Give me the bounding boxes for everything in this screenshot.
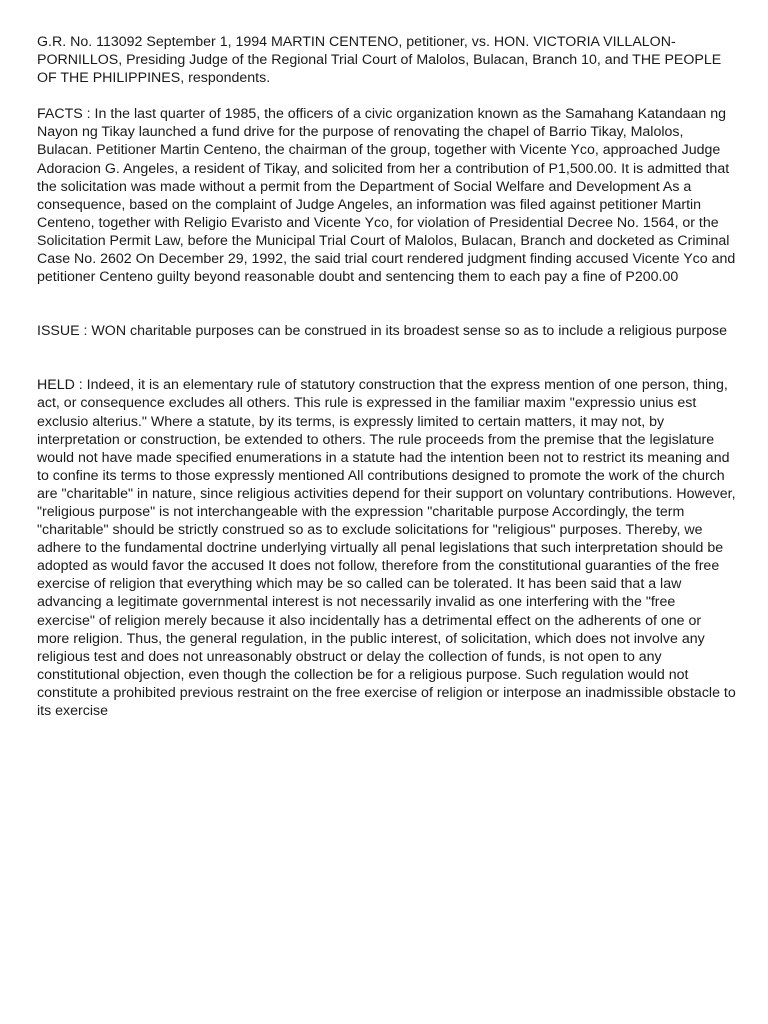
facts-paragraph: FACTS : In the last quarter of 1985, the officers of a civic organization known as the Samahang Katandaan ng Nayon ng Tikay launched a fund drive for the purpose of renovating the chapel of Barrio Tikay, Malolos, Bulacan. Petitioner Martin Centeno, the chairman of the group, together with Vicente Yco, approached Judge Adoracion G. Angeles, a resident of Tikay, and solicited from her a contribution of P1,500.00. It is admitted that the solicitation was made without a permit from the Department of Social Welfare and Development As a consequence, based on the complaint of Judge Angeles, an information was filed against petitioner Martin Centeno, together with Religio Evaristo and Vicente Yco, for violation of Presidential Decree No. 1564, or the Solicitation Permit Law, before the Municipal Trial Court of Malolos, Bulacan, Branch and docketed as Criminal Case No. 2602 On December 29, 1992, the said trial court rendered judgment finding accused Vicente Yco and petitioner Centeno guilty beyond reasonable doubt and sentencing them to each pay a fine of P200.00 <box>37 106 736 286</box>
paragraph-spacer <box>37 286 736 322</box>
paragraph-spacer <box>37 340 736 376</box>
issue-paragraph: ISSUE : WON charitable purposes can be construed in its broadest sense so as to include a religious purpose <box>37 323 728 340</box>
case-caption: G.R. No. 113092 September 1, 1994 MARTIN CENTENO, petitioner, vs. HON. VICTORIA VILLALON-PORNILLOS, Presiding Judge of the Regional Trial Court of Malolos, Bulacan, Branch 10, and THE PEOPLE OF THE PHILIPPINES, respondents. <box>37 34 722 87</box>
held-paragraph: HELD : Indeed, it is an elementary rule of statutory construction that the express mention of one person, thing, act, or consequence excludes all others. This rule is expressed in the familiar maxim "expressio unius est exclusio alterius." Where a statute, by its terms, is expressly limited to certain matters, it may not, by interpretation or construction, be extended to others. The rule proceeds from the premise that the legislature would not have made specified enumerations in a statute had the intention been not to restrict its meaning and to confine its terms to those expressly mentioned All contributions designed to promote the work of the church are "charitable" in nature, since religious activities depend for their support on voluntary contributions. However, "religious purpose" is not interchangeable with the expression "charitable purpose Accordingly, the term "charitable" should be strictly construed so as to exclude solicitations for "religious" purposes. Thereby, we adhere to the fundamental doctrine underlying virtually all penal legislations that such interpretation should be adopted as would favor the accused It does not follow, therefore from the constitutional guaranties of the free exercise of religion that everything which may be so called can be tolerated. It has been said that a law advancing a legitimate governmental interest is not necessarily invalid as one interfering with the "free exercise" of religion merely because it also incidentally has a detrimental effect on the adherents of one or more religion. Thus, the general regulation, in the public interest, of solicitation, which does not involve any religious test and does not unreasonably obstruct or delay the collection of funds, is not open to any constitutional objection, even though the collection be for a religious purpose. Such regulation would not constitute a prohibited previous restraint on the free exercise of religion or interpose an inadmissible obstacle to its exercise <box>37 377 736 719</box>
paragraph-spacer <box>37 87 736 105</box>
